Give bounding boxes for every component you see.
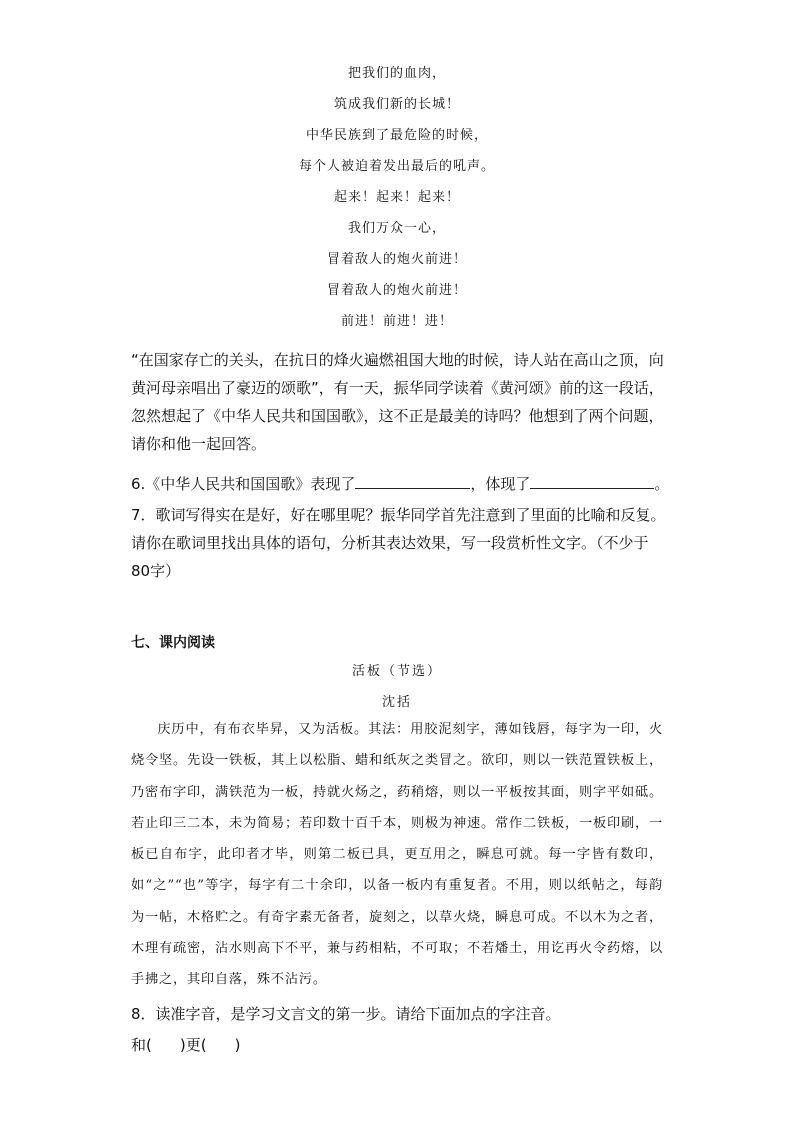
lyric-line: 筑成我们新的长城！ xyxy=(333,97,460,112)
lyric-line: 起来！起来！起来！ xyxy=(333,190,460,205)
intro-paragraph: “在国家存亡的关头，在抗日的烽火遍燃祖国大地的时候，诗人站在高山之顶，向黄河母亲唱出了豪迈的颂歌”，有一天，振华同学读着《黄河颂》前的这一段话，忽然想起了《中华人民共和国国歌》，这不正是最美的诗吗？他想到了两个问题，请你和他一起回答。 xyxy=(131,351,664,453)
lyric-line: 每个人被迫着发出最后的吼声。 xyxy=(298,159,495,174)
lyric-line: 冒着敌人的炮火前进！ xyxy=(326,252,467,267)
open-paren: ( xyxy=(146,1036,152,1054)
pronunciation-answers xyxy=(131,1031,240,1059)
question-6-suffix: 。 xyxy=(654,475,670,493)
lyric-line: 我们万众一心， xyxy=(347,221,446,236)
answer-blank-1[interactable] xyxy=(355,471,470,489)
char-he: 和 xyxy=(131,1036,147,1054)
question-8: 8．读准字音，是学习文言文的第一步。请给下面加点的字注音。 xyxy=(131,1005,561,1023)
question-7: 7．歌词写得实在是好，好在哪里呢？振华同学首先注意到了里面的比喻和反复。请你在歌词里找出具体的语句，分析其表达效果，写一段赏析性文字。（不少于 80字） xyxy=(131,506,666,580)
close-paren: ) xyxy=(234,1036,241,1054)
lyric-line: 前进！前进！进！ xyxy=(340,314,453,329)
answer-blank-2[interactable] xyxy=(530,471,654,489)
text-title: 活板（节选） xyxy=(351,664,442,679)
open-paren: ( xyxy=(200,1036,207,1054)
classical-text: 庆历中，有布衣毕昇，又为活板。其法：用胶泥刻字，薄如钱唇，每字为一印，火烧令坚。先设一铁板，其上以松脂、蜡和纸灰之类冒之。欲印，则以一铁范置铁板上，乃密布字印，满铁范为一板，持就火炀之，药稍熔，则以一平板按其面，则字平如砥。若止印三二本，未为简易；若印数十百千本，则极为神速。常作二铁板，一板印刷，一板已自布字，此印者才毕，则第二板已具，更互用之，瞬息可就。每一字皆有数印，如“之”“也”等字，每字有二十余印，以备一板内有重复者。不用，则以纸帖之，每韵为一帖，木格贮之。有奇字素无备者，旋刻之，以草火烧，瞬息可成。不以木为之者，木理有疏密，沾水则高下不平，兼与药相粘，不可取；不若燔土，用讫再火令药熔，以手拂之，其印自落，殊不沾污。 xyxy=(131,722,663,988)
question-6-middle: ，体现了 xyxy=(470,475,531,493)
lyric-line: 把我们的血肉， xyxy=(347,66,446,81)
anthem-lyrics xyxy=(0,64,794,343)
section-title: 七、课内阅读 xyxy=(131,635,215,651)
question-6 xyxy=(131,470,671,498)
char-geng: 更 xyxy=(185,1036,201,1054)
author-name: 沈括 xyxy=(381,695,412,710)
question-6-prefix: 6.《中华人民共和国国歌》表现了 xyxy=(131,475,356,493)
close-paren: ) xyxy=(179,1036,186,1054)
lyric-line: 冒着敌人的炮火前进！ xyxy=(326,283,467,298)
lyric-line: 中华民族到了最危险的时候， xyxy=(305,128,488,143)
